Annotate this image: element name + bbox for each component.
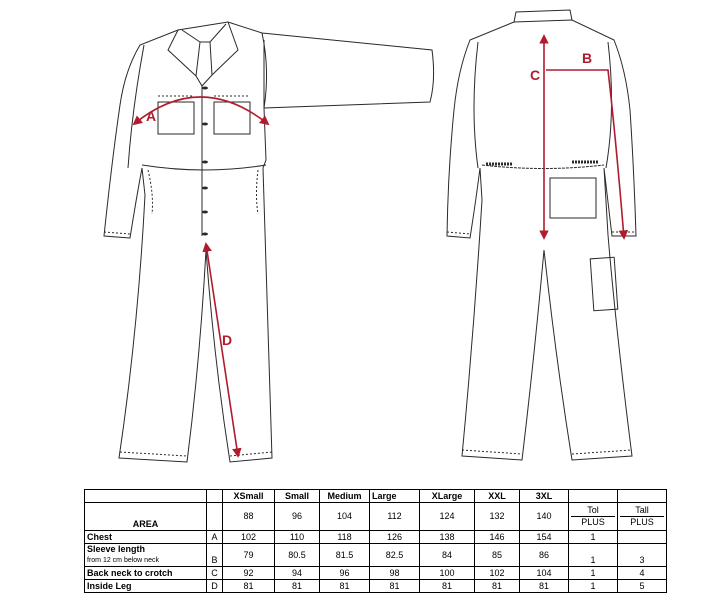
tall-cell: 4 — [618, 567, 667, 580]
area-header: AREA — [85, 503, 207, 531]
table-row — [85, 544, 667, 567]
measure-arrows — [134, 36, 624, 456]
value-cell: 81.5 — [320, 544, 370, 567]
value-cell: 118 — [320, 531, 370, 544]
value-cell: 82.5 — [370, 544, 420, 567]
back-pocket — [550, 178, 596, 218]
row-name: Chest — [85, 531, 207, 544]
eu-size: 140 — [520, 503, 569, 531]
value-cell: 85 — [475, 544, 520, 567]
value-cell: 94 — [275, 567, 320, 580]
size-table — [84, 489, 667, 593]
tall-cell — [618, 531, 667, 544]
value-cell: 81 — [520, 580, 569, 593]
table-row — [85, 567, 667, 580]
marker-c: C — [530, 67, 541, 83]
size-header: XSmall — [223, 490, 275, 503]
front-buttons — [202, 87, 208, 236]
value-cell: 84 — [420, 544, 475, 567]
tol-title: Tol — [571, 505, 615, 517]
front-collar — [168, 22, 238, 86]
value-cell: 102 — [475, 567, 520, 580]
front-left-pocket — [158, 102, 194, 134]
row-code: A — [207, 531, 223, 544]
size-header: XLarge — [420, 490, 475, 503]
row-name: Inside Leg — [85, 580, 207, 593]
back-view — [447, 10, 636, 460]
arrow-b — [546, 70, 624, 238]
row-code: B — [207, 544, 223, 567]
value-cell: 81 — [475, 580, 520, 593]
row-name-cell — [85, 544, 207, 567]
eu-size: 96 — [275, 503, 320, 531]
value-cell: 138 — [420, 531, 475, 544]
value-cell: 80.5 — [275, 544, 320, 567]
tall-cell: 5 — [618, 580, 667, 593]
eu-size: 104 — [320, 503, 370, 531]
value-cell: 92 — [223, 567, 275, 580]
marker-d: D — [222, 332, 233, 348]
eu-size: 132 — [475, 503, 520, 531]
size-header: Medium — [320, 490, 370, 503]
value-cell: 154 — [520, 531, 569, 544]
tall-sub: PLUS — [630, 517, 654, 527]
value-cell: 79 — [223, 544, 275, 567]
marker-labels — [146, 50, 592, 348]
eu-size: 112 — [370, 503, 420, 531]
value-cell: 126 — [370, 531, 420, 544]
row-code: C — [207, 567, 223, 580]
value-cell: 81 — [223, 580, 275, 593]
size-header: Small — [275, 490, 320, 503]
front-right-pocket — [214, 102, 250, 134]
row-name: Back neck to crotch — [85, 567, 207, 580]
tall-header — [618, 503, 667, 531]
table-row — [85, 531, 667, 544]
value-cell: 81 — [275, 580, 320, 593]
back-elastic — [486, 162, 598, 164]
value-cell: 102 — [223, 531, 275, 544]
marker-a: A — [146, 108, 157, 124]
tol-cell: 1 — [569, 567, 618, 580]
row-note: from 12 cm below neck — [87, 557, 159, 564]
tol-header — [569, 503, 618, 531]
leg-pocket — [590, 257, 618, 311]
tall-title: Tall — [620, 505, 664, 517]
value-cell: 81 — [320, 580, 370, 593]
value-cell: 146 — [475, 531, 520, 544]
table-row — [85, 580, 667, 593]
arrow-d — [206, 244, 238, 456]
marker-b: B — [582, 50, 593, 66]
tol-sub: PLUS — [581, 517, 605, 527]
front-waist — [142, 165, 266, 170]
value-cell: 86 — [520, 544, 569, 567]
table-subheader-row — [85, 503, 667, 531]
front-view — [104, 22, 434, 462]
tall-cell: 3 — [618, 544, 667, 567]
value-cell: 104 — [520, 567, 569, 580]
tol-cell: 1 — [569, 580, 618, 593]
value-cell: 110 — [275, 531, 320, 544]
row-code: D — [207, 580, 223, 593]
tol-cell: 1 — [569, 531, 618, 544]
size-header: XXL — [475, 490, 520, 503]
size-header: 3XL — [520, 490, 569, 503]
value-cell: 100 — [420, 567, 475, 580]
value-cell: 81 — [370, 580, 420, 593]
size-header: Large — [370, 490, 420, 503]
tol-cell: 1 — [569, 544, 618, 567]
table-header-row — [85, 490, 667, 503]
eu-size: 88 — [223, 503, 275, 531]
back-body-outline — [447, 20, 636, 460]
eu-size: 124 — [420, 503, 475, 531]
front-body-outline — [104, 22, 434, 462]
value-cell: 98 — [370, 567, 420, 580]
value-cell: 96 — [320, 567, 370, 580]
value-cell: 81 — [420, 580, 475, 593]
row-name: Sleeve length — [87, 544, 146, 554]
